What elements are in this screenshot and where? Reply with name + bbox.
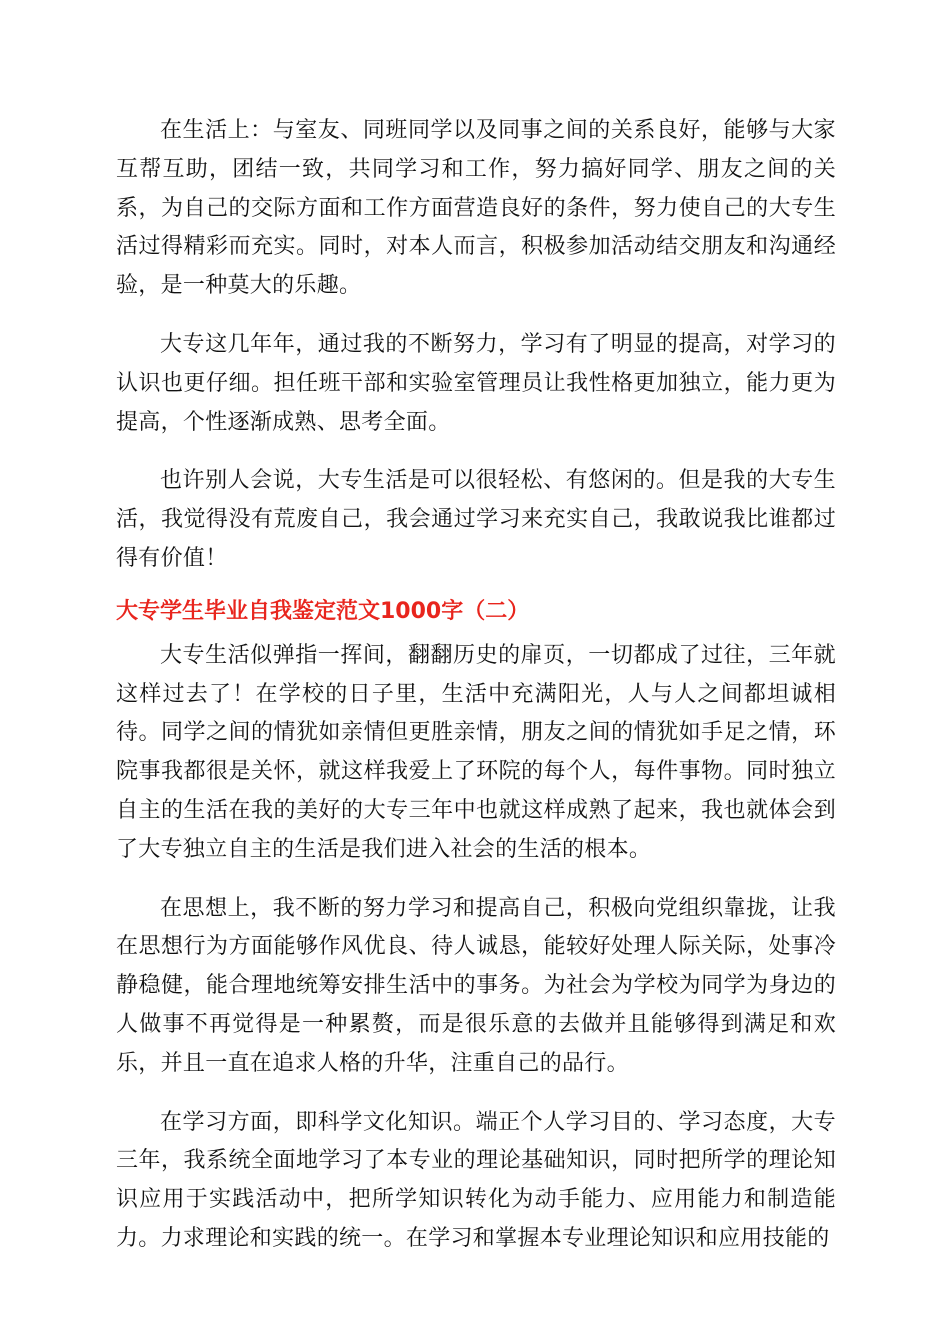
document-body bbox=[116, 112, 836, 1259]
paragraph-life: 在生活上：与室友、同班同学以及同事之间的关系良好，能够与大家互帮互助，团结一致，共同学习和工作，努力搞好同学、朋友之间的关系，为自己的交际方面和工作方面营造良好的条件，努力使自己的大专生活过得精彩而充实。同时，对本人而言，积极参加活动结交朋友和沟通经验，是一种莫大的乐趣。 bbox=[116, 118, 836, 299]
paragraph-college-life: 大专生活似弹指一挥间，翻翻历史的扉页，一切都成了过往，三年就这样过去了！在学校的日子里，生活中充满阳光，人与人之间都坦诚相待。同学之间的情犹如亲情但更胜亲情，朋友之间的情犹如手足之情，环院事我都很是关怀，就这样我爱上了环院的每个人，每件事物。同时独立自主的生活在我的美好的大专三年中也就这样成熟了起来，我也就体会到了大专独立自主的生活是我们进入社会的生活的根本。 bbox=[116, 642, 836, 862]
paragraph-study: 在学习方面，即科学文化知识。端正个人学习目的、学习态度，大专三年，我系统全面地学习了本专业的理论基础知识，同时把所学的理论知识应用于实践活动中，把所学知识转化为动手能力、应用能力和制造能力。力求理论和实践的统一。在学习和掌握本专业理论知识和应用技能的 bbox=[116, 1109, 836, 1251]
paragraph-value: 也许别人会说，大专生活是可以很轻松、有悠闲的。但是我的大专生活，我觉得没有荒废自己，我会通过学习来充实自己，我敢说我比谁都过得有价值！ bbox=[116, 468, 836, 571]
paragraph-progress: 大专这几年年，通过我的不断努力，学习有了明显的提高，对学习的认识也更仔细。担任班干部和实验室管理员让我性格更加独立，能力更为提高，个性逐渐成熟、思考全面。 bbox=[116, 331, 836, 435]
section-heading: 大专学生毕业自我鉴定范文1000字（二） bbox=[116, 598, 530, 624]
paragraph-thought: 在思想上，我不断的努力学习和提高自己，积极向党组织靠拢，让我在思想行为方面能够作风优良、待人诚恳，能较好处理人际关际，处事冷静稳健，能合理地统筹安排生活中的事务。为社会为学校为同学为身边的人做事不再觉得是一种累赘，而是很乐意的去做并且能够得到满足和欢乐，并且一直在追求人格的升华，注重自己的品行。 bbox=[116, 895, 836, 1076]
